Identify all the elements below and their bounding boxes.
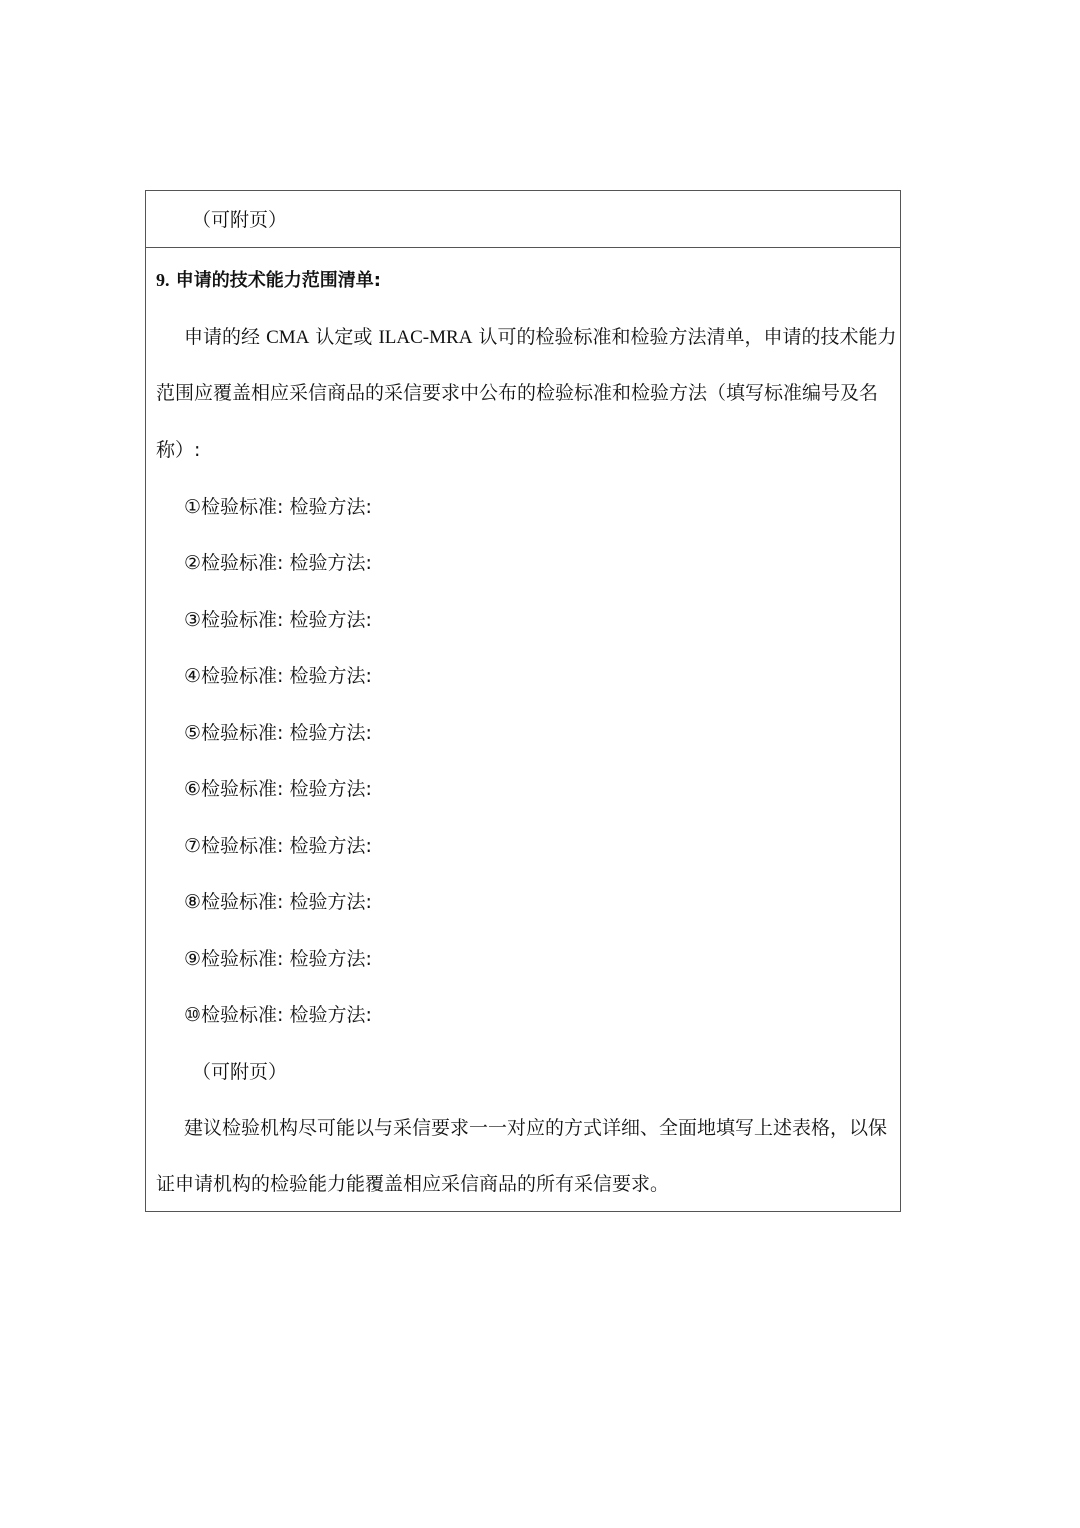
method-label: 检验方法: (289, 496, 372, 518)
item-line-4 (184, 663, 892, 689)
item-line-2 (184, 550, 892, 576)
standard-label: 检验标准: (201, 609, 284, 631)
item-marker: ⑤ (184, 722, 202, 744)
item-line-10 (184, 1002, 892, 1028)
item-line-9 (184, 946, 892, 972)
standard-label: 检验标准: (201, 496, 284, 518)
standard-label: 检验标准: (201, 835, 284, 857)
intro-text: 认可的检验标准和检验方法清单，申请的技术能力 (478, 326, 897, 348)
item-marker: ① (184, 496, 202, 518)
method-label: 检验方法: (289, 722, 372, 744)
method-label: 检验方法: (289, 948, 372, 970)
item-line-8 (184, 889, 892, 915)
item-marker: ⑨ (184, 948, 202, 970)
method-label: 检验方法: (289, 778, 372, 800)
item-marker: ④ (184, 665, 202, 687)
standard-label: 检验标准: (201, 948, 284, 970)
advice-line-2: 证申请机构的检验能力能覆盖相应采信商品的所有采信要求。 (156, 1173, 670, 1195)
intro-text: 认定或 (315, 326, 373, 348)
intro-cma: CMA (266, 327, 310, 348)
standard-label: 检验标准: (201, 552, 284, 574)
item-line-7 (184, 833, 892, 859)
technical-scope-section (146, 248, 900, 1211)
item-marker: ⑧ (184, 891, 202, 913)
method-label: 检验方法: (289, 552, 372, 574)
method-label: 检验方法: (289, 835, 372, 857)
method-label: 检验方法: (289, 665, 372, 687)
item-marker: ⑦ (184, 835, 202, 857)
standard-label: 检验标准: (201, 722, 284, 744)
section-heading (156, 267, 892, 294)
item-line-1 (184, 494, 892, 520)
standard-label: 检验标准: (201, 665, 284, 687)
item-marker: ② (184, 552, 202, 574)
section-number: 9. (156, 270, 170, 290)
method-label: 检验方法: (289, 1004, 372, 1026)
item-line-6 (184, 776, 892, 802)
item-line-5 (184, 720, 892, 746)
standard-label: 检验标准: (201, 891, 284, 913)
previous-section-row (146, 191, 900, 248)
standard-label: 检验标准: (201, 1004, 284, 1026)
intro-line-2: 范围应覆盖相应采信商品的采信要求中公布的检验标准和检验方法（填写标准编号及名 (156, 382, 879, 404)
intro-line-3: 称）: (156, 439, 201, 461)
application-form-table (145, 190, 901, 1212)
intro-ilac-mra: ILAC-MRA (378, 327, 473, 348)
method-label: 检验方法: (289, 609, 372, 631)
advice-line-1: 建议检验机构尽可能以与采信要求一一对应的方式详细、全面地填写上述表格，以保 (184, 1117, 888, 1139)
intro-text: 申请的经 (184, 326, 261, 348)
item-marker: ⑥ (184, 778, 202, 800)
intro-line-1 (184, 324, 897, 351)
standard-label: 检验标准: (201, 778, 284, 800)
attach-note-top: （可附页） (192, 209, 288, 231)
item-line-3 (184, 607, 892, 633)
attach-note-bottom: （可附页） (192, 1061, 288, 1083)
section-title: 申请的技术能力范围清单: (175, 270, 381, 291)
item-marker: ⑩ (184, 1004, 202, 1026)
item-marker: ③ (184, 609, 202, 631)
method-label: 检验方法: (289, 891, 372, 913)
